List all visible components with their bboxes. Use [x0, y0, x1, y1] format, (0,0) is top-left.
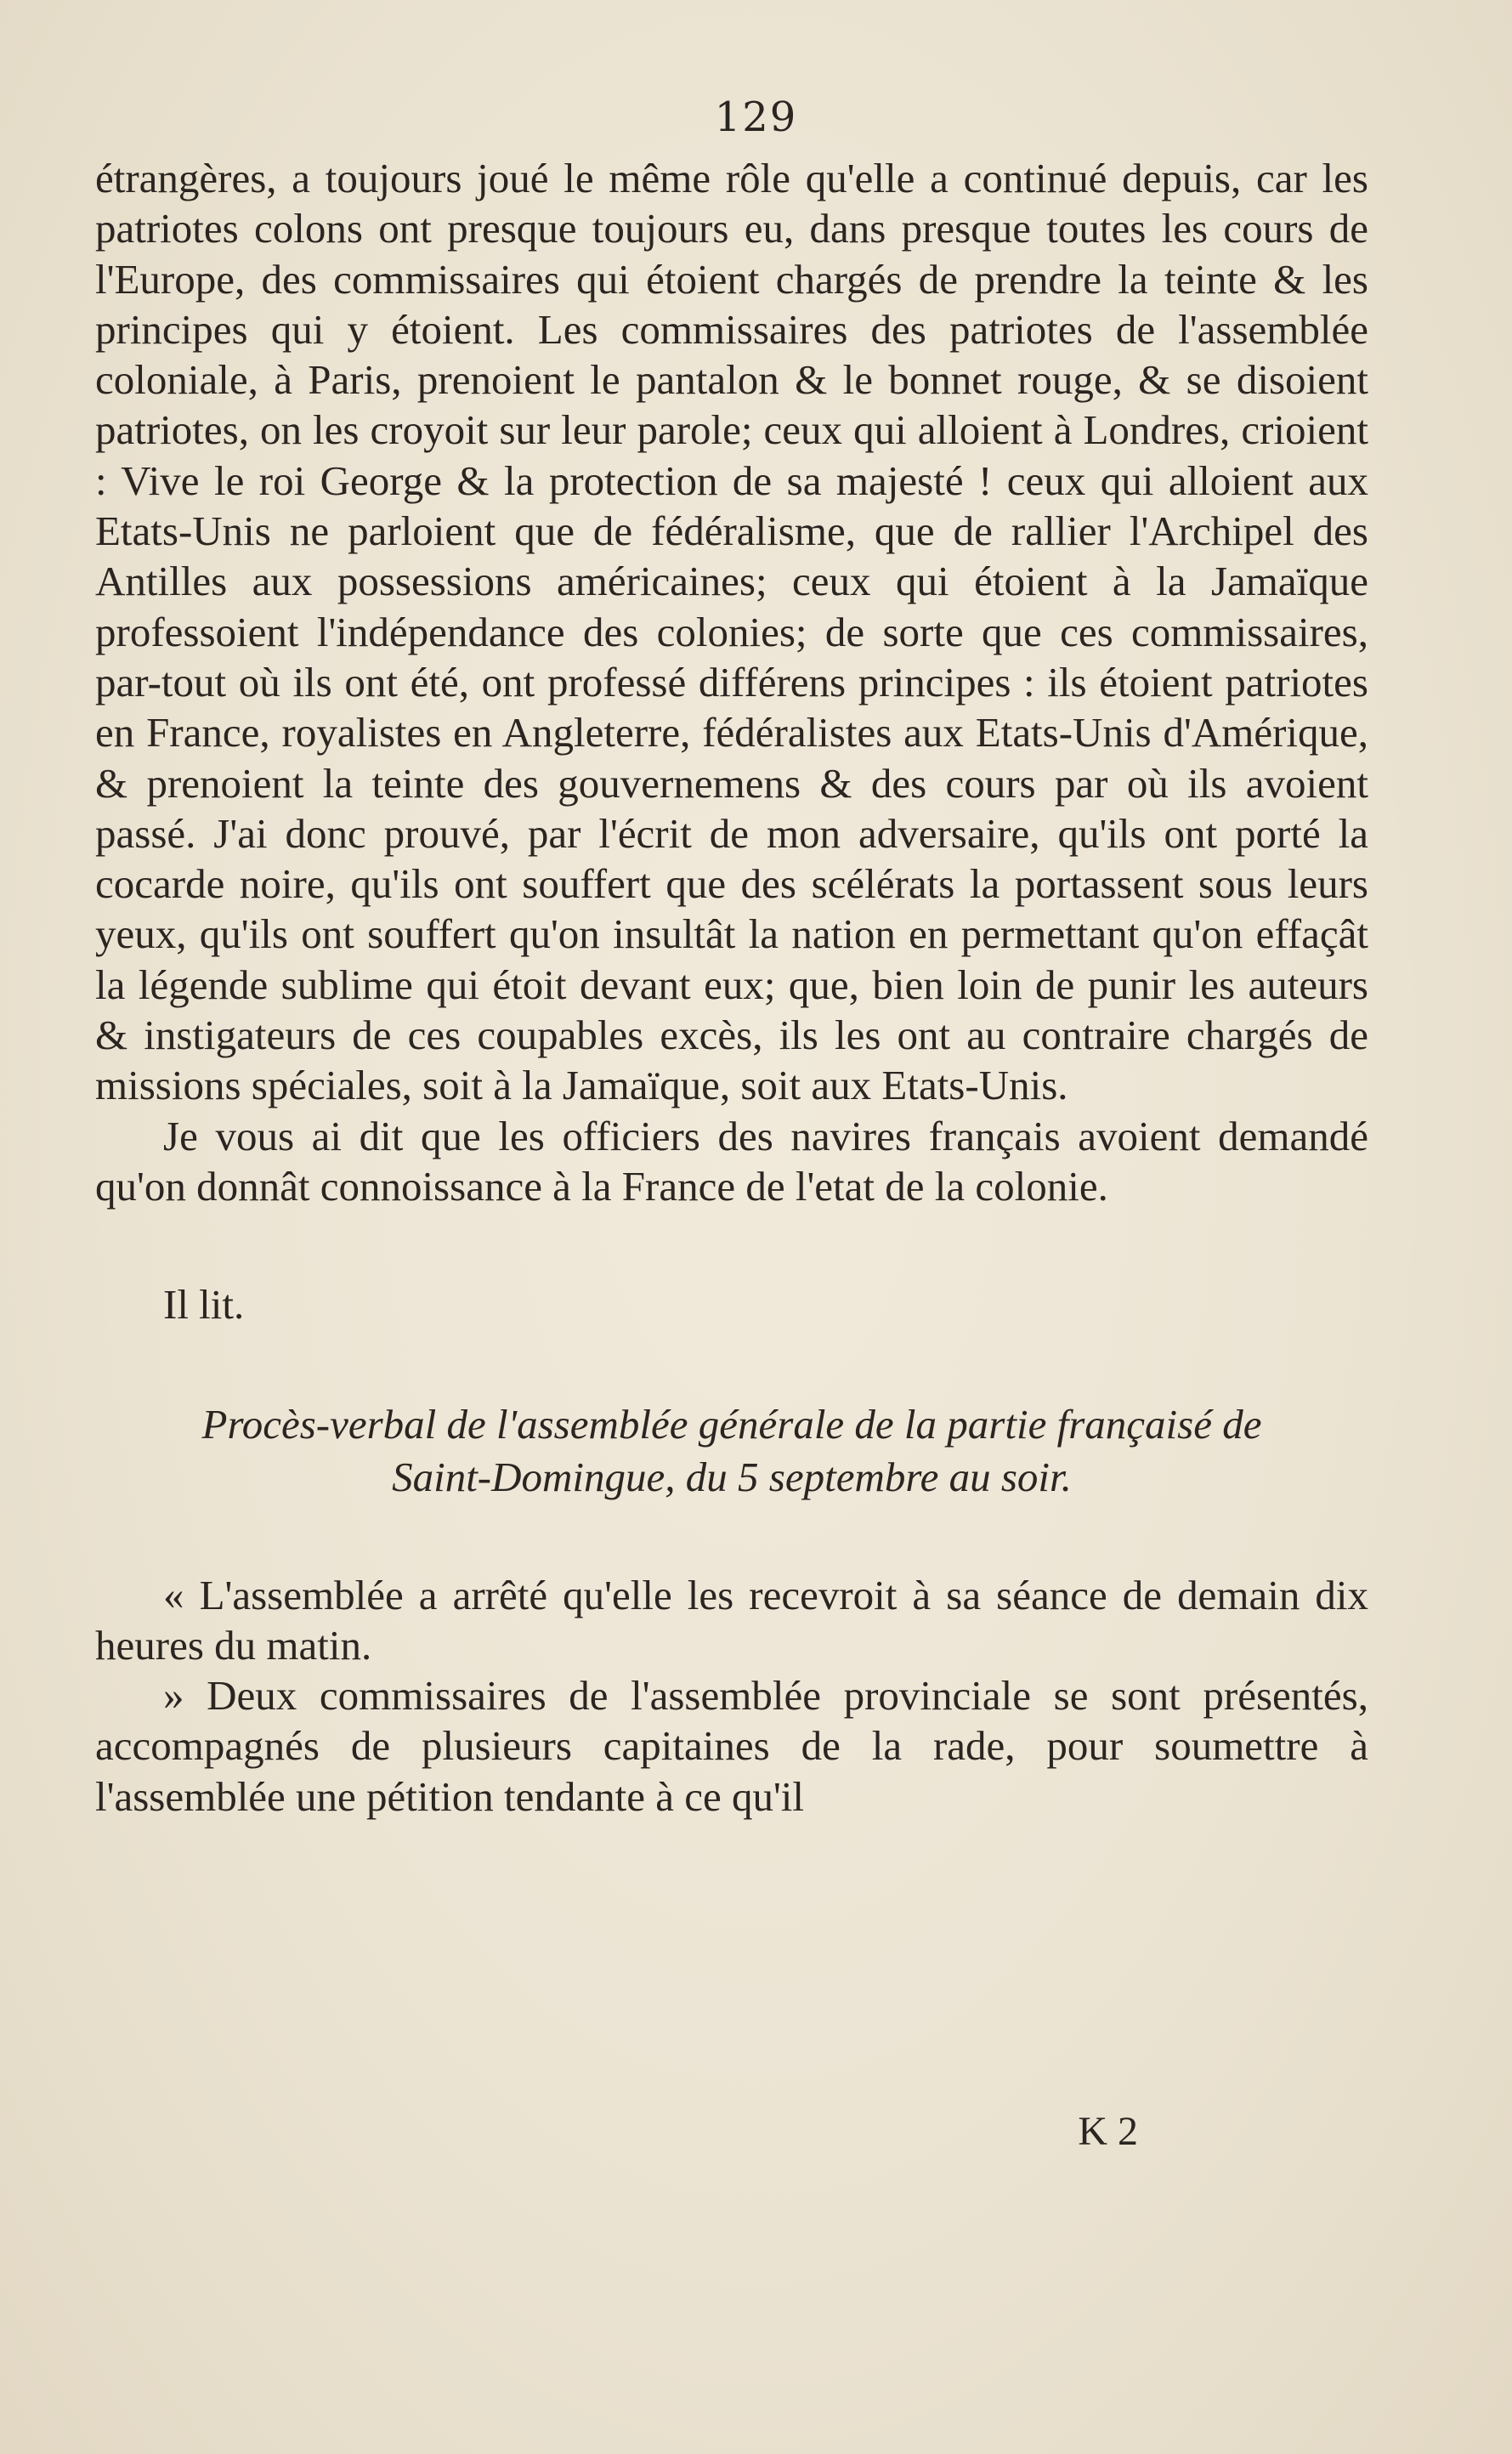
il-lit: Il lit. — [163, 1281, 245, 1329]
paragraph-continuation: étrangères, a toujours joué le même rôle qu'elle a continué depuis, car les patriotes colons ont presque toujours eu, dans presque toutes les cours de l'Europe, des commissaires qui étoient chargés de prendre la teinte & les principes qui y étoient. Les commissaires des patriotes de l'assemblée coloniale, à Paris, prenoient le pantalon & le bonnet rouge, & se disoient patriotes, on les croyoit sur leur parole; ceux qui alloient à Londres, crioient : Vive le roi George & la protection de sa majesté ! ceux qui alloient aux Etats-Unis ne parloient que de fédéralisme, que de rallier l'Archipel des Antilles aux possessions américaines; ceux qui étoient à la Jamaïque professoient l'indépendance des colonies; de sorte que ces commissaires, par-tout où ils ont été, ont professé différens principes : ils étoient patriotes en France, royalistes en Angleterre, fédéralistes aux Etats-Unis d'Amérique, & prenoient la teinte des gouvernemens & des cours par où ils avoient passé. J'ai donc prouvé, par l'écrit de mon adversaire, qu'ils ont porté la cocarde noire, qu'ils ont souffert que des scélérats la portassent sous leurs yeux, qu'ils ont souffert qu'on insultât la nation en permettant qu'on effaçât la légende sublime qui étoit devant eux; que, bien loin de punir les auteurs & instigateurs de ces coupables excès, ils les ont au contraire chargés de missions spéciales, soit à la Jamaïque, soit aux Etats-Unis. — [95, 155, 1368, 1109]
page-number: 129 — [714, 94, 798, 141]
heading-line-1: Procès-verbal de l'assemblée générale de la partie françaisé de — [201, 1400, 1262, 1448]
proces-verbal-heading — [95, 1398, 1368, 1504]
main-text — [95, 153, 1368, 1822]
signature-mark: K 2 — [1078, 2109, 1138, 2154]
paragraph-officiers: Je vous ai dit que les officiers des navires français avoient demandé qu'on donnât connoissance à la France de l'etat de la colonie. — [95, 1112, 1368, 1210]
quote-paragraph-1: « L'assemblée a arrêté qu'elle les recevroit à sa séance de demain dix heures du matin. — [95, 1571, 1368, 1669]
heading-line-2: Saint-Domingue, du 5 septembre au soir. — [392, 1453, 1072, 1500]
quote-paragraph-2: » Deux commissaires de l'assemblée provinciale se sont présentés, accompagnés de plusieurs capitaines de la rade, pour soumettre à l'assemblée une pétition tendante à ce qu'il — [95, 1672, 1368, 1820]
